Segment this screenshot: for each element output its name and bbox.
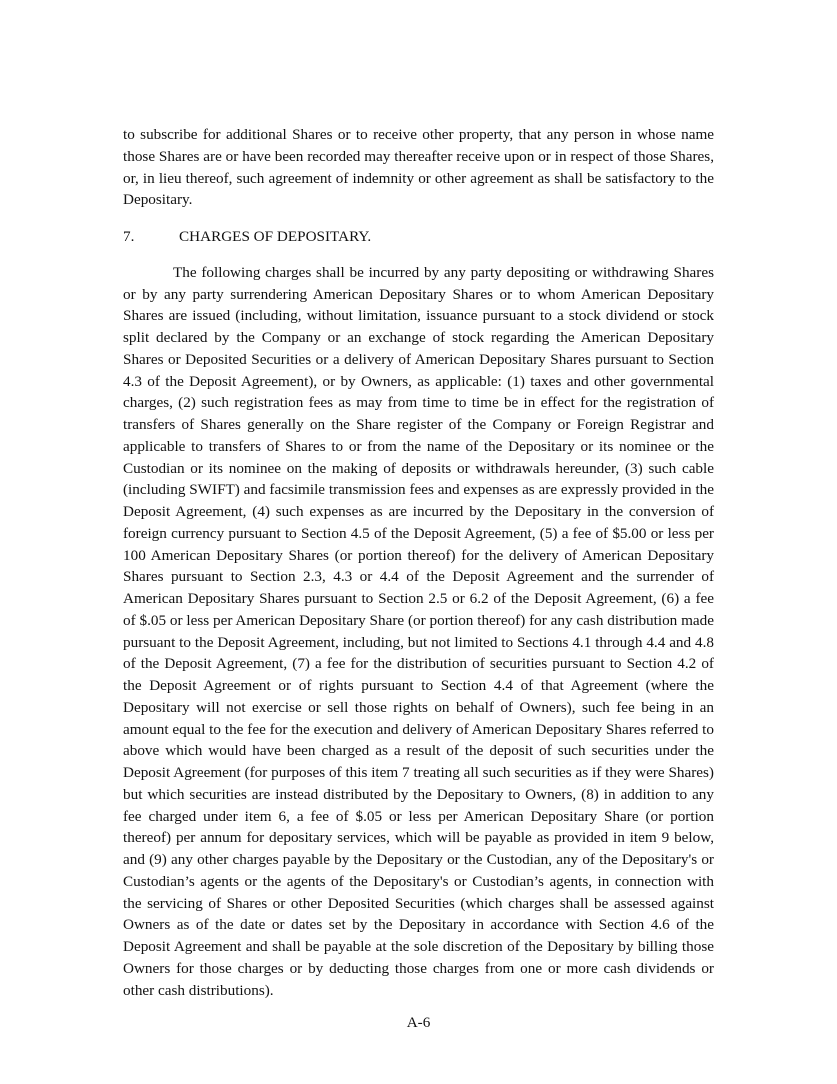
document-page [123, 124, 714, 1001]
section-number: 7. [123, 228, 135, 245]
section-title: CHARGES OF DEPOSITARY. [179, 228, 372, 245]
section-heading [123, 226, 714, 248]
section-body-paragraph: The following charges shall be incurred by any party depositing or withdrawing Shares or by any party surrendering American Depositary Shares or to whom American Depositary Shares are issued (including, without limitation, issuance pursuant to a stock dividend or stock split declared by the Company or an exchange of stock regarding the American Depositary Shares or Deposited Securities or a delivery of American Depositary Shares pursuant to Section 4.3 of the Deposit Agreement), or by Owners, as applicable: (1) taxes and other governmental charges, (2) such registration fees as may from time to time be in effect for the registration of transfers of Shares generally on the Share register of the Company or Foreign Registrar and applicable to transfers of Shares to or from the name of the Depositary or its nominee or the Custodian or its nominee on the making of deposits or withdrawals hereunder, (3) such cable (including SWIFT) and facsimile transmission fees and expenses as are expressly provided in the Deposit Agreement, (4) such expenses as are incurred by the Depositary in the conversion of foreign currency pursuant to Section 4.5 of the Deposit Agreement, (5) a fee of $5.00 or less per 100 American Depositary Shares (or portion thereof) for the delivery of American Depositary Shares pursuant to Section 2.3, 4.3 or 4.4 of the Deposit Agreement and the surrender of American Depositary Shares pursuant to Section 2.5 or 6.2 of the Deposit Agreement, (6) a fee of $.05 or less per American Depositary Share (or portion thereof) for any cash distribution made pursuant to the Deposit Agreement, including, but not limited to Sections 4.1 through 4.4 and 4.8 of the Deposit Agreement, (7) a fee for the distribution of securities pursuant to Section 4.2 of the Deposit Agreement or of rights pursuant to Section 4.4 of that Agreement (where the Depositary will not exercise or sell those rights on behalf of Owners), such fee being in an amount equal to the fee for the execution and delivery of American Depositary Shares referred to above which would have been charged as a result of the deposit of such securities under the Deposit Agreement (for purposes of this item 7 treating all such securities as if they were Shares) but which securities are instead distributed by the Depositary to Owners, (8) in addition to any fee charged under item 6, a fee of $.05 or less per American Depositary Share (or portion thereof) per annum for depositary services, which will be payable as provided in item 9 below, and (9) any other charges payable by the Depositary or the Custodian, any of the Depositary's or Custodian’s agents or the agents of the Depositary's or Custodian’s agents, in connection with the servicing of Shares or other Deposited Securities (which charges shall be assessed against Owners as of the date or dates set by the Depositary in accordance with Section 4.6 of the Deposit Agreement and shall be payable at the sole discretion of the Depositary by billing those Owners for those charges or by deducting those charges from one or more cash dividends or other cash distributions). [123, 263, 714, 999]
intro-paragraph: to subscribe for additional Shares or to receive other property, that any person in whose name those Shares are or have been recorded may thereafter receive upon or in respect of those Shares, or, in lieu thereof, such agreement of indemnity or other agreement as shall be satisfactory to the Depositary. [123, 126, 714, 209]
page-number: A-6 [406, 1014, 431, 1031]
